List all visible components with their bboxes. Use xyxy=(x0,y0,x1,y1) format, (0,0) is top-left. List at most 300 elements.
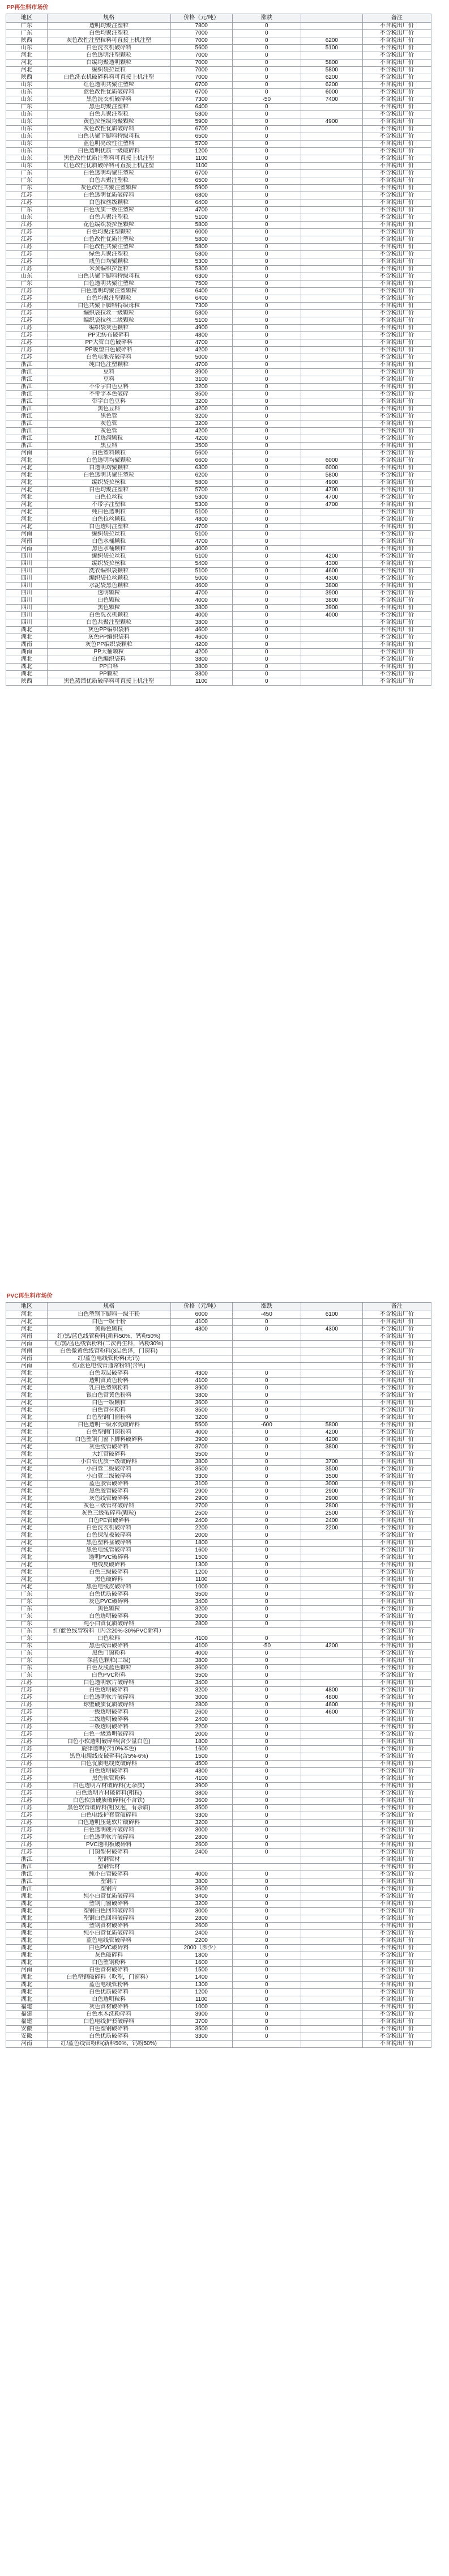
price-cell: 3600 xyxy=(170,1665,232,1672)
note-cell: 不含税出厂价 xyxy=(362,104,431,111)
spec-cell: 白色双层破碎料 xyxy=(47,1370,170,1378)
prev-price-cell xyxy=(301,1635,362,1643)
note-cell: 不含税出厂价 xyxy=(362,1790,431,1797)
prev-price-cell xyxy=(301,1657,362,1665)
price-cell: 2400 xyxy=(170,1930,232,1937)
region-cell: 浙江 xyxy=(6,369,48,376)
change-cell: 0 xyxy=(232,185,301,192)
table-row xyxy=(6,1856,431,1864)
spec-cell: 白色优质电线皮破碎料 xyxy=(47,1761,170,1768)
table-row xyxy=(6,1709,431,1716)
change-cell: 0 xyxy=(232,1650,301,1657)
region-cell: 河北 xyxy=(6,1525,48,1532)
table-row xyxy=(6,450,431,457)
price-cell: 5300 xyxy=(170,494,232,501)
spec-cell: 绿色共聚注塑粒 xyxy=(47,251,170,258)
region-cell: 山东 xyxy=(6,214,48,222)
prev-price-cell xyxy=(301,303,362,310)
prev-price-cell xyxy=(301,369,362,376)
table-row xyxy=(6,428,431,435)
change-cell: 0 xyxy=(232,1827,301,1834)
table-row xyxy=(6,627,431,634)
spec-cell: 白色透明片材破碎料(无杂质) xyxy=(47,1783,170,1790)
table-row xyxy=(6,1378,431,1385)
price-cell: 6400 xyxy=(170,288,232,295)
note-cell: 不含税出厂价 xyxy=(362,1473,431,1481)
change-cell: 0 xyxy=(232,1540,301,1547)
prev-price-cell: 4600 xyxy=(301,1709,362,1716)
header-note: 备注 xyxy=(362,1303,431,1311)
region-cell: 湖南 xyxy=(6,649,48,656)
table-row xyxy=(6,155,431,163)
prev-price-cell xyxy=(301,141,362,148)
change-cell: 0 xyxy=(232,45,301,52)
region-cell: 四川 xyxy=(6,560,48,568)
region-cell: 河北 xyxy=(6,1562,48,1569)
table-row xyxy=(6,67,431,74)
prev-price-cell xyxy=(301,104,362,111)
table-row xyxy=(6,2026,431,2033)
region-cell: 广东 xyxy=(6,23,48,30)
table-row xyxy=(6,89,431,96)
table-row xyxy=(6,649,431,656)
spec-cell: 白色微黄色线管粉料(3层色泽，门窗料) xyxy=(47,1348,170,1355)
spec-cell: 白色水桶颗粒 xyxy=(47,538,170,546)
note-cell: 不含税出厂价 xyxy=(362,1532,431,1540)
change-cell: 0 xyxy=(232,1753,301,1761)
change-cell: 0 xyxy=(232,1702,301,1709)
note-cell: 不含税出厂价 xyxy=(362,133,431,141)
change-cell: 0 xyxy=(232,1790,301,1797)
change-cell: 0 xyxy=(232,82,301,89)
note-cell: 不含税出厂价 xyxy=(362,1783,431,1790)
table-row xyxy=(6,104,431,111)
region-cell: 浙江 xyxy=(6,362,48,369)
region-cell: 湖北 xyxy=(6,1974,48,1982)
region-cell: 江苏 xyxy=(6,1790,48,1797)
table-row xyxy=(6,1400,431,1407)
region-cell: 广东 xyxy=(6,104,48,111)
price-cell: 4300 xyxy=(170,1768,232,1775)
price-cell: 7800 xyxy=(170,23,232,30)
spec-cell: 黑色蒸馏优质破碎料可直接上机注塑 xyxy=(47,678,170,686)
spec-cell: 白色洗衣机颗粒 xyxy=(47,612,170,619)
table-row xyxy=(6,74,431,82)
prev-price-cell xyxy=(301,1584,362,1591)
spec-cell: 白色一级干粉 xyxy=(47,1319,170,1326)
region-cell: 浙江 xyxy=(6,1886,48,1893)
spec-cell: 白色透明优质一级破碎料 xyxy=(47,148,170,155)
note-cell: 不含税出厂价 xyxy=(362,2011,431,2018)
change-cell: 0 xyxy=(232,1680,301,1687)
change-cell: 0 xyxy=(232,1510,301,1517)
price-cell: 1400 xyxy=(170,1974,232,1982)
table-row xyxy=(6,1724,431,1731)
spec-cell: 豆料 xyxy=(47,376,170,384)
header-prev xyxy=(301,1303,362,1311)
note-cell: 不含税出厂价 xyxy=(362,457,431,465)
change-cell: 0 xyxy=(232,273,301,280)
prev-price-cell xyxy=(301,664,362,671)
change-cell: 0 xyxy=(232,1842,301,1849)
price-cell: 4700 xyxy=(170,339,232,347)
change-cell: 0 xyxy=(232,1488,301,1495)
table-row xyxy=(6,288,431,295)
prev-price-cell xyxy=(301,1724,362,1731)
change-cell: 0 xyxy=(232,479,301,487)
region-cell: 江苏 xyxy=(6,1812,48,1820)
region-cell: 河北 xyxy=(6,1385,48,1392)
region-cell: 河南 xyxy=(6,1341,48,1348)
spec-cell: 黑色电线皮破碎料 xyxy=(47,1584,170,1591)
change-cell: 0 xyxy=(232,1967,301,1974)
note-cell: 不含税出厂价 xyxy=(362,1429,431,1436)
note-cell: 不含税出厂价 xyxy=(362,1355,431,1363)
region-cell: 河北 xyxy=(6,465,48,472)
table-row xyxy=(6,96,431,104)
spec-cell: 红/黑/蓝色线管粉料(二次再生料，钙粉30%) xyxy=(47,1341,170,1348)
note-cell: 不含税出厂价 xyxy=(362,1694,431,1702)
table-row xyxy=(6,619,431,627)
price-cell: 3200 xyxy=(170,1606,232,1613)
spec-cell: 白色透明软片破碎料 xyxy=(47,1680,170,1687)
region-cell: 河北 xyxy=(6,494,48,501)
change-cell: 0 xyxy=(232,1945,301,1952)
prev-price-cell xyxy=(301,531,362,538)
note-cell: 不含税出厂价 xyxy=(362,1996,431,2004)
prev-price-cell xyxy=(301,1952,362,1959)
note-cell: 不含税出厂价 xyxy=(362,1370,431,1378)
region-cell: 湖北 xyxy=(6,1901,48,1908)
spec-cell: 红/蓝色电线管粉料(无钙) xyxy=(47,1355,170,1363)
note-cell: 不含税出厂价 xyxy=(362,1989,431,1996)
spec-cell: 白色透明均聚颗粒 xyxy=(47,457,170,465)
prev-price-cell xyxy=(301,428,362,435)
header-region: 地区 xyxy=(6,14,48,23)
prev-price-cell: 2400 xyxy=(301,1517,362,1525)
price-cell: 5100 xyxy=(170,214,232,222)
prev-price-cell xyxy=(301,619,362,627)
region-cell: 安徽 xyxy=(6,2033,48,2041)
price-cell: 1200 xyxy=(170,1569,232,1576)
spec-cell: 红/蓝色线管粉料(新料50%，钙粉50%) xyxy=(47,2041,170,2048)
price-cell: 4600 xyxy=(170,627,232,634)
spec-cell: 透明PVC破碎料 xyxy=(47,1554,170,1562)
region-cell: 广东 xyxy=(6,185,48,192)
spec-cell: 塑钢白色回料破碎料 xyxy=(47,1915,170,1923)
change-cell: 0 xyxy=(232,2004,301,2011)
spec-cell: 白色改性优质注塑粒 xyxy=(47,236,170,244)
price-cell: 5800 xyxy=(170,222,232,229)
change-cell: 0 xyxy=(232,1930,301,1937)
spec-cell: 白色透明粒料 xyxy=(47,1996,170,2004)
prev-price-cell: 2800 xyxy=(301,1503,362,1510)
change-cell: 0 xyxy=(232,354,301,362)
region-cell: 江苏 xyxy=(6,1761,48,1768)
pvc-price-table xyxy=(6,1302,431,2048)
table-row xyxy=(6,111,431,118)
spec-cell: 灰色管 xyxy=(47,420,170,428)
change-cell: 0 xyxy=(232,450,301,457)
spec-cell: 不带字注塑粒 xyxy=(47,501,170,509)
note-cell: 不含税出厂价 xyxy=(362,1915,431,1923)
spec-cell: 灰色三级破碎料(颗粒) xyxy=(47,1510,170,1517)
note-cell: 不含税出厂价 xyxy=(362,2033,431,2041)
price-cell: 4100 xyxy=(170,1378,232,1385)
region-cell: 广东 xyxy=(6,1635,48,1643)
prev-price-cell: 3800 xyxy=(301,1444,362,1451)
table-row xyxy=(6,457,431,465)
note-cell: 不含税出厂价 xyxy=(362,1451,431,1459)
note-cell: 不含税出厂价 xyxy=(362,1466,431,1473)
change-cell: 0 xyxy=(232,23,301,30)
change-cell: 0 xyxy=(232,1849,301,1856)
change-cell: 0 xyxy=(232,288,301,295)
spec-cell: 门窗型材破碎料 xyxy=(47,1849,170,1856)
table-row xyxy=(6,207,431,214)
price-cell: 3900 xyxy=(170,1783,232,1790)
table-row xyxy=(6,1621,431,1628)
region-cell: 河北 xyxy=(6,1503,48,1510)
table-row xyxy=(6,590,431,597)
note-cell: 不含税出厂价 xyxy=(362,111,431,118)
table-row xyxy=(6,1599,431,1606)
spec-cell: 白色粒料 xyxy=(47,1635,170,1643)
region-cell: 河北 xyxy=(6,1532,48,1540)
pp-price-section xyxy=(6,2,431,686)
spec-cell: PP无纺布破碎料 xyxy=(47,332,170,339)
spec-cell: 灰色改性注塑粒料可直接上机注塑 xyxy=(47,37,170,45)
spec-cell: 黑色电线管破碎料 xyxy=(47,1547,170,1554)
region-cell: 安徽 xyxy=(6,2026,48,2033)
region-cell: 江苏 xyxy=(6,1783,48,1790)
note-cell: 不含税出厂价 xyxy=(362,1635,431,1643)
spec-cell: 白色颗粒 xyxy=(47,597,170,605)
header-price: 价格（元/吨） xyxy=(170,14,232,23)
spec-cell: 塑钢管材 xyxy=(47,1864,170,1871)
note-cell: 不含税出厂价 xyxy=(362,1886,431,1893)
prev-price-cell xyxy=(301,332,362,339)
table-row xyxy=(6,177,431,185)
change-cell: 0 xyxy=(232,1805,301,1812)
note-cell: 不含税出厂价 xyxy=(362,30,431,37)
price-cell: 5000 xyxy=(170,354,232,362)
note-cell: 不含税出厂价 xyxy=(362,398,431,406)
spec-cell: 洗衣编织袋颗粒 xyxy=(47,568,170,575)
price-cell: 5100 xyxy=(170,568,232,575)
change-cell: 0 xyxy=(232,1599,301,1606)
spec-cell: 白色PVC破碎料 xyxy=(47,1945,170,1952)
change-cell: 0 xyxy=(232,163,301,170)
table-row xyxy=(6,597,431,605)
table-row xyxy=(6,1591,431,1599)
change-cell: 0 xyxy=(232,1481,301,1488)
price-cell: 5300 xyxy=(170,111,232,118)
price-cell: 6000 xyxy=(170,1311,232,1319)
prev-price-cell xyxy=(301,1370,362,1378)
prev-price-cell xyxy=(301,1797,362,1805)
prev-price-cell xyxy=(301,339,362,347)
price-cell: 3500 xyxy=(170,1591,232,1599)
region-cell: 山东 xyxy=(6,126,48,133)
price-cell: 3500 xyxy=(170,2026,232,2033)
change-cell: 0 xyxy=(232,1429,301,1436)
prev-price-cell xyxy=(301,546,362,553)
spec-cell: 红/黑/蓝色线管粉料(新料50%，钙粉50%) xyxy=(47,1333,170,1341)
region-cell: 湖北 xyxy=(6,671,48,678)
spec-cell: 编织袋拉丝粒 xyxy=(47,531,170,538)
price-cell xyxy=(170,1333,232,1341)
note-cell: 不含税出厂价 xyxy=(362,155,431,163)
price-cell: 3200 xyxy=(170,1901,232,1908)
region-cell: 河南 xyxy=(6,1967,48,1974)
header-spec: 规格 xyxy=(47,1303,170,1311)
price-cell: 3200 xyxy=(170,420,232,428)
region-cell: 江苏 xyxy=(6,1805,48,1812)
change-cell: 0 xyxy=(232,89,301,96)
note-cell: 不含税出厂价 xyxy=(362,369,431,376)
price-cell: 5500 xyxy=(170,1422,232,1429)
change-cell: 0 xyxy=(232,553,301,560)
table-row xyxy=(6,1864,431,1871)
price-cell: 3900 xyxy=(170,369,232,376)
table-row xyxy=(6,1672,431,1680)
prev-price-cell xyxy=(301,1915,362,1923)
table-row xyxy=(6,1753,431,1761)
table-row xyxy=(6,1436,431,1444)
spec-cell: 白色优质破碎料 xyxy=(47,1591,170,1599)
price-cell: 3500 xyxy=(170,1805,232,1812)
region-cell: 江苏 xyxy=(6,1709,48,1716)
region-cell: 广东 xyxy=(6,1657,48,1665)
spec-cell: 白色共聚注塑粒 xyxy=(47,111,170,118)
change-cell: 0 xyxy=(232,1414,301,1422)
prev-price-cell xyxy=(301,1392,362,1400)
region-cell: 江苏 xyxy=(6,339,48,347)
prev-price-cell xyxy=(301,1348,362,1355)
spec-cell: 白色均聚注塑粒 xyxy=(47,487,170,494)
spec-cell: 白色管材破碎料 xyxy=(47,1967,170,1974)
table-row xyxy=(6,435,431,443)
table-row xyxy=(6,553,431,560)
prev-price-cell xyxy=(301,1775,362,1783)
prev-price-cell xyxy=(301,133,362,141)
table-row xyxy=(6,1923,431,1930)
spec-cell: 白色透明破碎料 xyxy=(47,1768,170,1775)
region-cell: 四川 xyxy=(6,568,48,575)
price-cell: 4700 xyxy=(170,590,232,597)
prev-price-cell xyxy=(301,1738,362,1746)
note-cell: 不含税出厂价 xyxy=(362,251,431,258)
note-cell: 不含税出厂价 xyxy=(362,1724,431,1731)
pvc-price-section xyxy=(6,1291,431,2048)
region-cell: 河北 xyxy=(6,1473,48,1481)
change-cell: 0 xyxy=(232,1532,301,1540)
note-cell: 不含税出厂价 xyxy=(362,435,431,443)
region-cell: 江苏 xyxy=(6,1842,48,1849)
price-cell: 3800 xyxy=(170,1657,232,1665)
spec-cell: 小白管优质一级破碎料 xyxy=(47,1459,170,1466)
change-cell: 0 xyxy=(232,1378,301,1385)
note-cell: 不含税出厂价 xyxy=(362,1621,431,1628)
prev-price-cell xyxy=(301,229,362,236)
change-cell: 0 xyxy=(232,1937,301,1945)
spec-cell: 白色透明一级水洗破碎料 xyxy=(47,1422,170,1429)
prev-price-cell: 4900 xyxy=(301,479,362,487)
note-cell: 不含税出厂价 xyxy=(362,37,431,45)
region-cell: 浙江 xyxy=(6,420,48,428)
price-cell: 2400 xyxy=(170,1716,232,1724)
spec-cell: 白色透明均聚注塑粒 xyxy=(47,170,170,177)
spec-cell: 白色透明破碎料 xyxy=(47,1687,170,1694)
region-cell: 江苏 xyxy=(6,192,48,199)
prev-price-cell xyxy=(301,362,362,369)
region-cell: 江苏 xyxy=(6,1827,48,1834)
note-cell: 不含税出厂价 xyxy=(362,428,431,435)
price-cell: 5800 xyxy=(170,479,232,487)
price-cell: 5100 xyxy=(170,317,232,325)
note-cell: 不含税出厂价 xyxy=(362,516,431,524)
price-cell: 3900 xyxy=(170,1385,232,1392)
change-cell: 0 xyxy=(232,575,301,583)
prev-price-cell: 3900 xyxy=(301,590,362,597)
change-cell: 0 xyxy=(232,435,301,443)
price-cell: 2600 xyxy=(170,1842,232,1849)
price-cell xyxy=(170,1348,232,1355)
price-cell: 3500 xyxy=(170,1672,232,1680)
note-cell: 不含税出厂价 xyxy=(362,2026,431,2033)
note-cell: 不含税出厂价 xyxy=(362,1959,431,1967)
change-cell: 0 xyxy=(232,1989,301,1996)
change-cell: 0 xyxy=(232,325,301,332)
note-cell: 不含税出厂价 xyxy=(362,207,431,214)
table-row xyxy=(6,1996,431,2004)
table-row xyxy=(6,634,431,641)
prev-price-cell: 4600 xyxy=(301,568,362,575)
price-cell: 7500 xyxy=(170,280,232,288)
note-cell: 不含税出厂价 xyxy=(362,82,431,89)
spec-cell: 旋律透明(含10%本色) xyxy=(47,1746,170,1753)
prev-price-cell: 3700 xyxy=(301,1459,362,1466)
price-cell: 3000 xyxy=(170,1827,232,1834)
prev-price-cell xyxy=(301,384,362,391)
region-cell: 四川 xyxy=(6,612,48,619)
table-row xyxy=(6,1842,431,1849)
spec-cell: 小白管二级破碎料 xyxy=(47,1473,170,1481)
pp-table-body xyxy=(6,23,431,686)
change-cell: 0 xyxy=(232,133,301,141)
spec-cell: 白色透明共聚注塑粒 xyxy=(47,472,170,479)
region-cell: 四川 xyxy=(6,597,48,605)
note-cell: 不含税出厂价 xyxy=(362,362,431,369)
region-cell: 广东 xyxy=(6,30,48,37)
change-cell: 0 xyxy=(232,141,301,148)
prev-price-cell xyxy=(301,1982,362,1989)
change-cell: 0 xyxy=(232,2033,301,2041)
note-cell: 不含税出厂价 xyxy=(362,258,431,266)
region-cell: 江苏 xyxy=(6,1834,48,1842)
change-cell: 0 xyxy=(232,649,301,656)
prev-price-cell xyxy=(301,1989,362,1996)
spec-cell: 编织袋拉丝粒 xyxy=(47,479,170,487)
note-cell: 不含税出厂价 xyxy=(362,634,431,641)
change-cell: 0 xyxy=(232,501,301,509)
change-cell: 0 xyxy=(232,30,301,37)
note-cell: 不含税出厂价 xyxy=(362,1495,431,1503)
price-cell: 6700 xyxy=(170,126,232,133)
change-cell: 0 xyxy=(232,126,301,133)
prev-price-cell: 6200 xyxy=(301,37,362,45)
